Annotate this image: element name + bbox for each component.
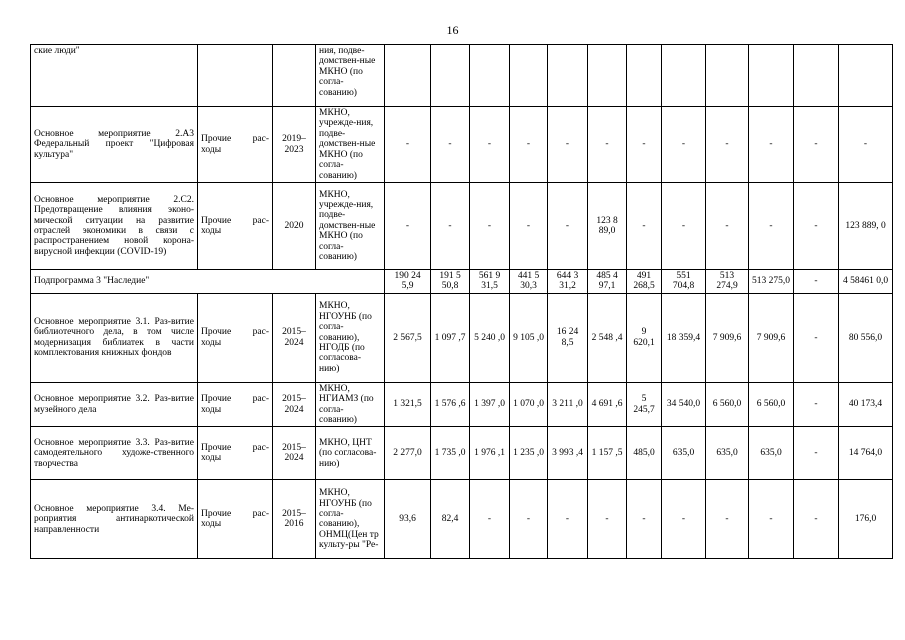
value-cell-y2019: 644 3 31,2 [548, 270, 588, 294]
executor-cell: ния, подве-домствен-ные МКНО (по согла-сованию) [316, 45, 385, 107]
value-cell-y2016: 1 576 ,6 [431, 382, 470, 427]
value-cell-y2016: - [431, 183, 470, 270]
value-cell-y2023: 6 560,0 [706, 382, 749, 427]
value-cell-y2015: - [385, 183, 431, 270]
executor-cell: МКНО, учрежде-ния, подве-домствен-ные МКНО (по согла-сованию) [316, 183, 385, 270]
value-cell-y2025 [794, 45, 839, 107]
activity-name-cell: Основное мероприятие 3.4. Ме-роприятия антинаркотической направленности [31, 480, 198, 559]
value-cell-y2016: 1 097 ,7 [431, 293, 470, 382]
value-cell-y2022: - [662, 183, 706, 270]
value-cell-y2023: - [706, 480, 749, 559]
value-cell-y2021: 485,0 [627, 427, 662, 480]
value-cell-y2017: 1 976 ,1 [470, 427, 510, 480]
value-cell-y2017: - [470, 183, 510, 270]
value-cell-y2020: - [588, 480, 627, 559]
value-cell-y2025: - [794, 427, 839, 480]
value-cell-y2018: 1 070 ,0 [510, 382, 548, 427]
value-cell-y2017: - [470, 107, 510, 183]
value-cell-y2017: 1 397 ,0 [470, 382, 510, 427]
value-cell-y2021: - [627, 480, 662, 559]
value-cell-y2024: - [749, 480, 794, 559]
value-cell-y2019: 3 211 ,0 [548, 382, 588, 427]
value-cell-y2015: 2 567,5 [385, 293, 431, 382]
period-cell: 2020 [273, 183, 316, 270]
value-cell-y2024: 635,0 [749, 427, 794, 480]
page-number: 16 [446, 23, 459, 37]
table-row [31, 382, 893, 427]
funding-source-cell: Прочие рас-ходы [198, 427, 273, 480]
value-cell-y2018: - [510, 183, 548, 270]
subprogram-title-cell: Подпрограмма 3 "Наследие" [31, 270, 385, 294]
value-cell-y2021: - [627, 107, 662, 183]
value-cell-y2023: - [706, 107, 749, 183]
activity-name-cell: ские люди" [31, 45, 198, 107]
value-cell-y2025: - [794, 107, 839, 183]
period-cell: 2015–2024 [273, 293, 316, 382]
value-cell-y2022: 551 704,8 [662, 270, 706, 294]
executor-cell: МКНО, НГОУНБ (по согла-сованию), ОНМЦ(Цен тр культу-ры "Ре- [316, 480, 385, 559]
value-cell-y2021: 9 620,1 [627, 293, 662, 382]
value-cell-y2019: - [548, 480, 588, 559]
value-cell-y2019 [548, 45, 588, 107]
value-cell-y2022: 34 540,0 [662, 382, 706, 427]
activity-name-cell: Основное мероприятие 3.1. Раз-витие библиотечного дела, в том числе модернизация библиатек в части комплектования книжных фондов [31, 293, 198, 382]
table-row [31, 427, 893, 480]
value-cell-y2016: 82,4 [431, 480, 470, 559]
value-cell-y2024: - [749, 107, 794, 183]
value-cell-y2024: - [749, 183, 794, 270]
value-cell-y2017: 5 240 ,0 [470, 293, 510, 382]
value-cell-y2020: 485 4 97,1 [588, 270, 627, 294]
table-row [31, 183, 893, 270]
value-cell-y2024: 7 909,6 [749, 293, 794, 382]
value-cell-y2023 [706, 45, 749, 107]
funding-source-cell: Прочие рас-ходы [198, 107, 273, 183]
table-row [31, 45, 893, 107]
value-cell-y2023: 513 274,9 [706, 270, 749, 294]
executor-cell: МКНО, НГОУНБ (по согла-сованию), НГОДБ (по согласова-нию) [316, 293, 385, 382]
value-cell-y2019: 16 24 8,5 [548, 293, 588, 382]
value-cell-y2024 [749, 45, 794, 107]
table-row [31, 480, 893, 559]
executor-cell: МКНО, ЦНТ (по согласова-нию) [316, 427, 385, 480]
value-cell-y2020: 2 548 ,4 [588, 293, 627, 382]
value-cell-y2023: 7 909,6 [706, 293, 749, 382]
value-cell-y2022: - [662, 480, 706, 559]
value-cell-y2020 [588, 45, 627, 107]
budget-table [30, 44, 893, 559]
period-cell: 2015–2016 [273, 480, 316, 559]
period-cell: 2015–2024 [273, 382, 316, 427]
funding-source-cell: Прочие рас-ходы [198, 183, 273, 270]
activity-name-cell: Основное мероприятие 2.А3 Федеральный проект "Цифровая культура" [31, 107, 198, 183]
executor-cell: МКНО, учрежде-ния, подве-домствен-ные МКНО (по согла-сованию) [316, 107, 385, 183]
period-cell [273, 45, 316, 107]
value-cell-y2025: - [794, 183, 839, 270]
value-cell-y2023: 635,0 [706, 427, 749, 480]
table-row [31, 293, 893, 382]
period-cell: 2019–2023 [273, 107, 316, 183]
value-cell-total [839, 45, 893, 107]
value-cell-y2025: - [794, 270, 839, 294]
table-row [31, 270, 893, 294]
value-cell-y2015: 93,6 [385, 480, 431, 559]
value-cell-total: 14 764,0 [839, 427, 893, 480]
value-cell-y2018: - [510, 480, 548, 559]
value-cell-total: 176,0 [839, 480, 893, 559]
value-cell-y2016: 1 735 ,0 [431, 427, 470, 480]
value-cell-y2020: 123 8 89,0 [588, 183, 627, 270]
value-cell-y2025: - [794, 480, 839, 559]
value-cell-y2022: - [662, 107, 706, 183]
value-cell-y2015: 190 24 5,9 [385, 270, 431, 294]
value-cell-y2022: 18 359,4 [662, 293, 706, 382]
value-cell-y2024: 513 275,0 [749, 270, 794, 294]
value-cell-y2016: 191 5 50,8 [431, 270, 470, 294]
value-cell-y2020: - [588, 107, 627, 183]
value-cell-y2019: 3 993 ,4 [548, 427, 588, 480]
value-cell-y2015 [385, 45, 431, 107]
value-cell-y2017 [470, 45, 510, 107]
value-cell-y2021: - [627, 183, 662, 270]
value-cell-total: 40 173,4 [839, 382, 893, 427]
value-cell-y2016 [431, 45, 470, 107]
value-cell-y2024: 6 560,0 [749, 382, 794, 427]
value-cell-total: 123 889, 0 [839, 183, 893, 270]
funding-source-cell: Прочие рас-ходы [198, 293, 273, 382]
value-cell-y2022: 635,0 [662, 427, 706, 480]
period-cell: 2015–2024 [273, 427, 316, 480]
value-cell-y2025: - [794, 382, 839, 427]
funding-source-cell [198, 45, 273, 107]
value-cell-y2018 [510, 45, 548, 107]
value-cell-y2019: - [548, 107, 588, 183]
activity-name-cell: Основное мероприятие 2.С2. Предотвращение влияния эконо-мической ситуации на развитие отраслей экономики в связи с распространением новой корона-вирусной инфекции (COVID-19) [31, 183, 198, 270]
value-cell-y2021 [627, 45, 662, 107]
value-cell-y2018: - [510, 107, 548, 183]
value-cell-y2020: 1 157 ,5 [588, 427, 627, 480]
value-cell-y2015: 1 321,5 [385, 382, 431, 427]
value-cell-y2023: - [706, 183, 749, 270]
value-cell-y2015: - [385, 107, 431, 183]
executor-cell: МКНО, НГИАМЗ (по согла-сованию) [316, 382, 385, 427]
table-row [31, 107, 893, 183]
value-cell-total: 4 58461 0,0 [839, 270, 893, 294]
activity-name-cell: Основное мероприятие 3.3. Раз-витие самодеятельного художе-ственного творчества [31, 427, 198, 480]
value-cell-y2018: 441 5 30,3 [510, 270, 548, 294]
value-cell-y2021: 491 268,5 [627, 270, 662, 294]
value-cell-total: - [839, 107, 893, 183]
value-cell-y2015: 2 277,0 [385, 427, 431, 480]
value-cell-y2016: - [431, 107, 470, 183]
value-cell-total: 80 556,0 [839, 293, 893, 382]
value-cell-y2018: 1 235 ,0 [510, 427, 548, 480]
funding-source-cell: Прочие рас-ходы [198, 382, 273, 427]
value-cell-y2025: - [794, 293, 839, 382]
value-cell-y2021: 5 245,7 [627, 382, 662, 427]
value-cell-y2018: 9 105 ,0 [510, 293, 548, 382]
activity-name-cell: Основное мероприятие 3.2. Раз-витие музейного дела [31, 382, 198, 427]
value-cell-y2017: 561 9 31,5 [470, 270, 510, 294]
value-cell-y2017: - [470, 480, 510, 559]
value-cell-y2019: - [548, 183, 588, 270]
value-cell-y2020: 4 691 ,6 [588, 382, 627, 427]
value-cell-y2022 [662, 45, 706, 107]
funding-source-cell: Прочие рас-ходы [198, 480, 273, 559]
